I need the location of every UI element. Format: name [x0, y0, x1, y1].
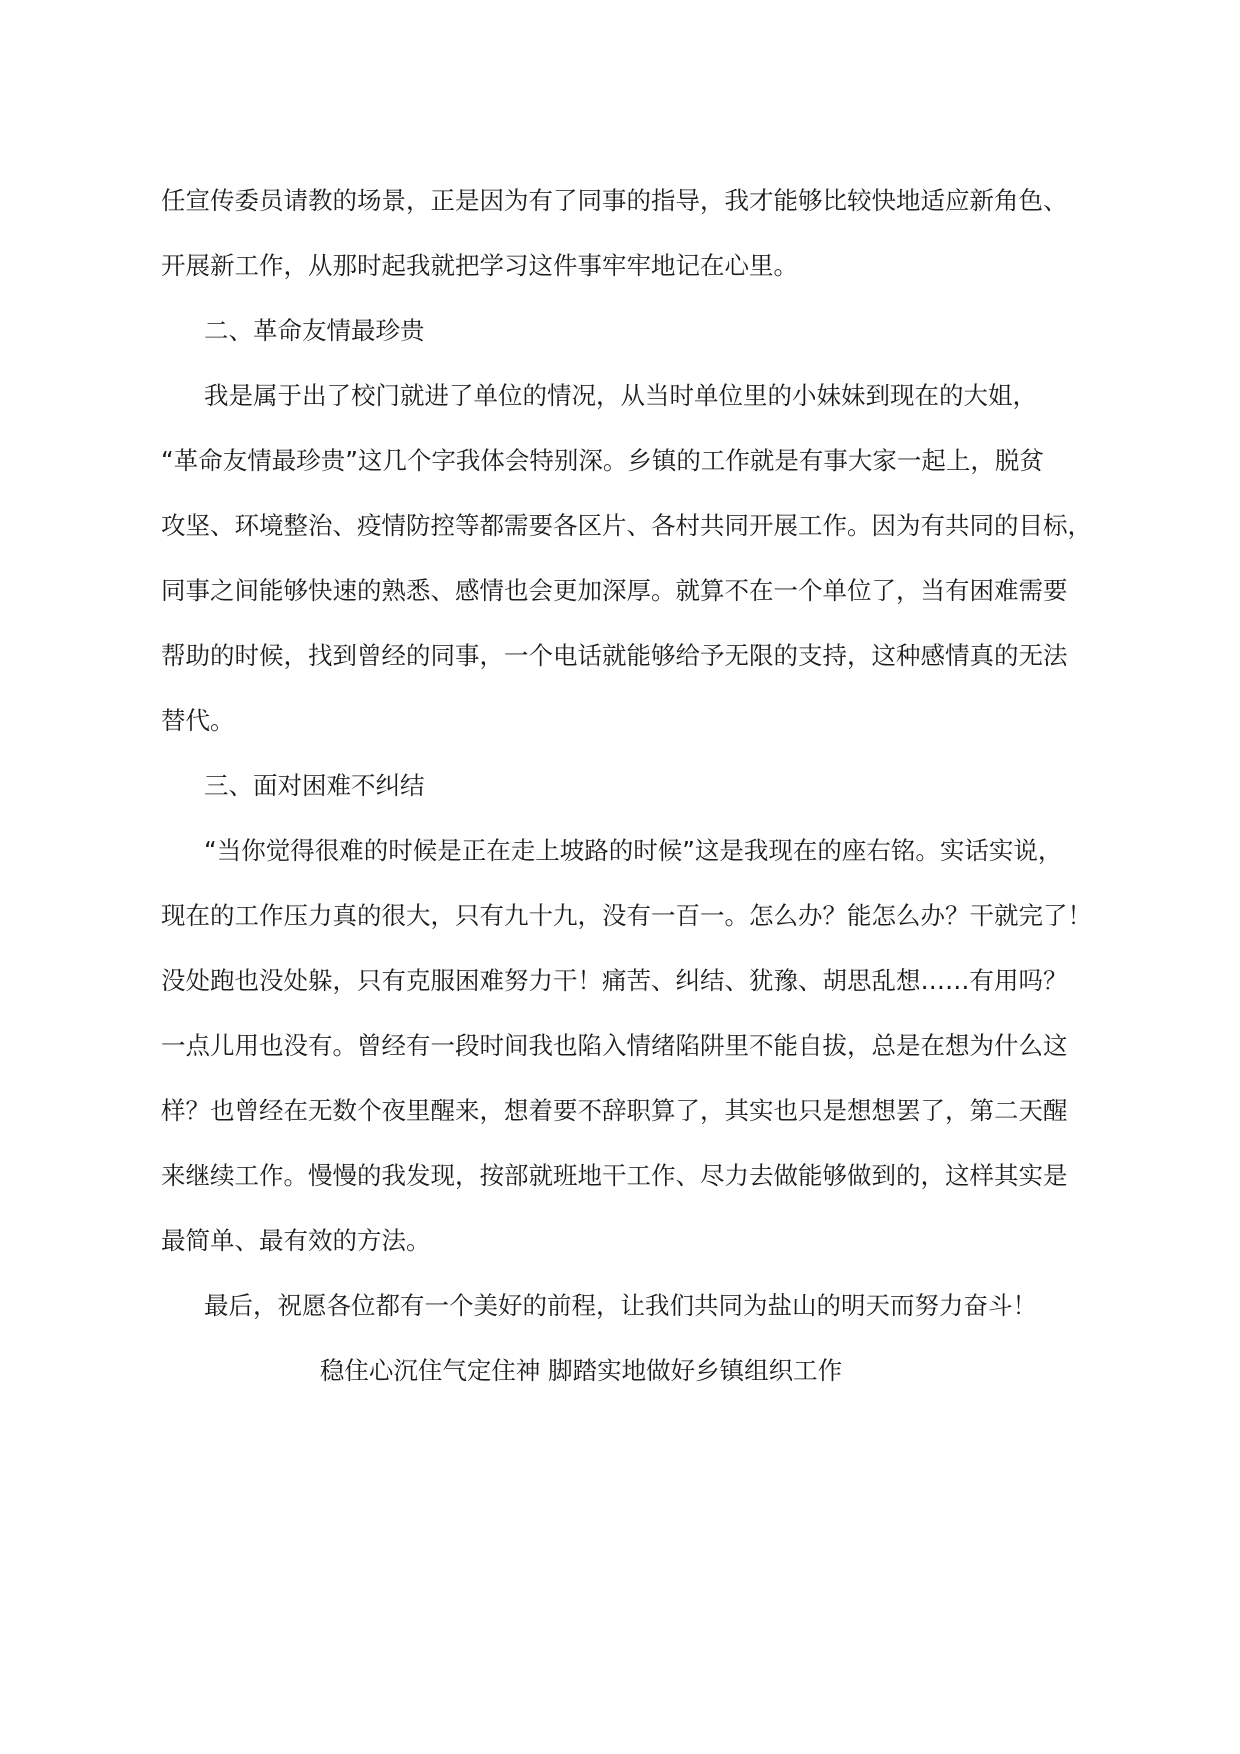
- paragraph-line: 没处跑也没处躲，只有克服困难努力干！痛苦、纠结、犹豫、胡思乱想……有用吗？: [161, 966, 1068, 995]
- section-heading-2: 二、革命友情最珍贵: [204, 316, 425, 345]
- closing-paragraph: 最后，祝愿各位都有一个美好的前程，让我们共同为盐山的明天而努力奋斗！: [204, 1291, 1037, 1320]
- paragraph-line: “革命友情最珍贵”这几个字我体会特别深。乡镇的工作就是有事大家一起上，脱贫: [161, 446, 1044, 475]
- paragraph-line: 现在的工作压力真的很大，只有九十九，没有一百一。怎么办？能怎么办？干就完了！: [161, 901, 1092, 930]
- paragraph-line: 样？也曾经在无数个夜里醒来，想着要不辞职算了，其实也只是想想罢了，第二天醒: [161, 1096, 1068, 1125]
- paragraph-line: 帮助的时候，找到曾经的同事，一个电话就能够给予无限的支持，这种感情真的无法: [161, 641, 1068, 670]
- paragraph-line: 任宣传委员请教的场景，正是因为有了同事的指导，我才能够比较快地适应新角色、: [161, 186, 1068, 215]
- paragraph-line: 最简单、最有效的方法。: [161, 1226, 431, 1255]
- paragraph-line: 来继续工作。慢慢的我发现，按部就班地干工作、尽力去做能够做到的，这样其实是: [161, 1161, 1068, 1190]
- paragraph-line: 开展新工作，从那时起我就把学习这件事牢牢地记在心里。: [161, 251, 798, 280]
- paragraph-line: 替代。: [161, 706, 235, 735]
- paragraph-line: “当你觉得很难的时候是正在走上坡路的时候”这是我现在的座右铭。实话实说，: [204, 836, 1063, 865]
- closing-title: 稳住心沉住气定住神 脚踏实地做好乡镇组织工作: [319, 1356, 843, 1385]
- paragraph-line: 攻坚、环境整治、疫情防控等都需要各区片、各村共同开展工作。因为有共同的目标，: [161, 511, 1092, 540]
- paragraph-line: 同事之间能够快速的熟悉、感情也会更加深厚。就算不在一个单位了，当有困难需要: [161, 576, 1068, 605]
- document-body: [161, 168, 1111, 1403]
- section-heading-3: 三、面对困难不纠结: [204, 771, 425, 800]
- paragraph-line: 一点儿用也没有。曾经有一段时间我也陷入情绪陷阱里不能自拔，总是在想为什么这: [161, 1031, 1068, 1060]
- paragraph-line: 我是属于出了校门就进了单位的情况，从当时单位里的小妹妹到现在的大姐，: [204, 381, 1037, 410]
